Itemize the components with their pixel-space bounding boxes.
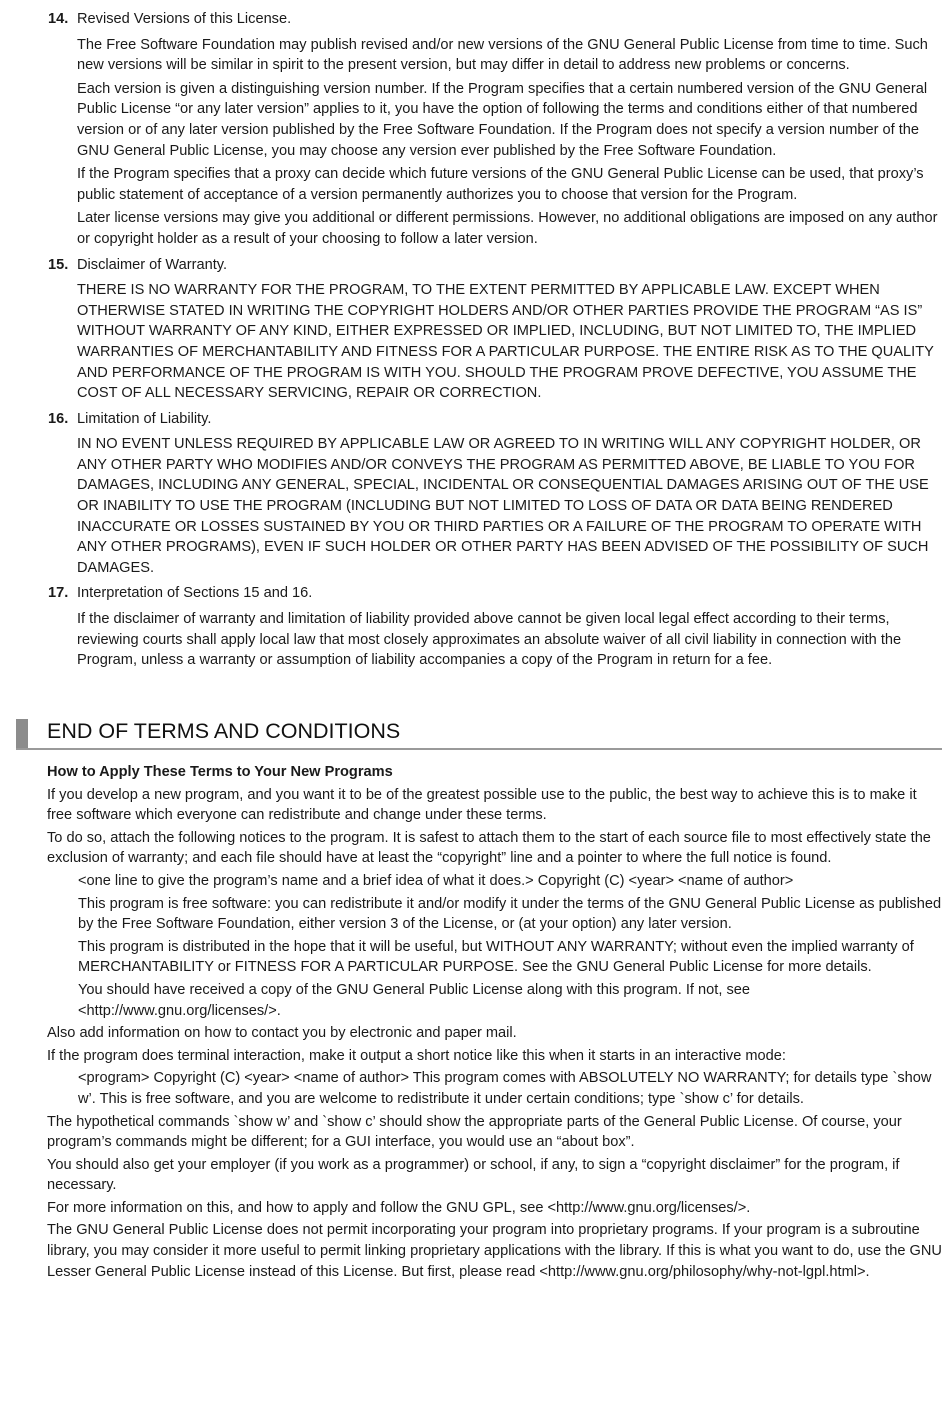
paragraph: The hypothetical commands `show w’ and `show c’ should show the appropriate parts of the General Public License. Of course, your program’s commands might be different; for a GUI interface, you would use an “about box”. — [47, 1113, 902, 1151]
license-sections — [48, 9, 943, 676]
end-of-terms-heading — [16, 716, 942, 750]
paragraph: If the program does terminal interaction, make it output a short notice like this when it starts in an interactive mode: — [47, 1047, 786, 1064]
paragraph: The GNU General Public License does not permit incorporating your program into proprietary programs. If your program is a subroutine library, you may consider it more useful to permit linking proprietary applications with the library. If this is what you want to do, use the GNU Lesser General Public License instead of this License. But first, please read <http://www.gnu.org/philosophy/why-not-lgpl.html>. — [47, 1222, 942, 1280]
notice-paragraph: You should have received a copy of the GNU General Public License along with this program. If not, see <http://www.gnu.org/licenses/>. — [78, 981, 750, 1019]
paragraph: You should also get your employer (if you work as a programmer) or school, if any, to sign a “copyright disclaimer” for the program, if necessary. — [47, 1156, 900, 1194]
section-body — [77, 255, 943, 407]
heading-accent-bar — [16, 719, 28, 748]
section-15 — [48, 255, 943, 407]
notice-paragraph: This program is free software: you can redistribute it and/or modify it under the terms of the GNU General Public License as published by the Free Software Foundation, either version 3 of the License, or (at your option) any later version. — [78, 895, 942, 933]
section-body — [77, 583, 943, 673]
section-number: 14. — [48, 11, 69, 27]
notice-paragraph: This program is distributed in the hope that it will be useful, but WITHOUT ANY WARRANTY; without even the implied warranty of MERCHANTABILITY or FITNESS FOR A PARTICULAR PURPOSE. See the GNU General Public License for more details. — [78, 938, 914, 976]
section-14 — [48, 9, 943, 253]
section-16 — [48, 409, 943, 582]
section-number: 17. — [48, 585, 69, 602]
paragraph: Each version is given a distinguishing version number. If the Program specifies that a certain numbered version of the GNU General Public License “or any later version” applies to it, you have the option of following the terms and conditions either of that numbered version or of any later version published by the Free Software Foundation. If the Program does not specify a version number of the GNU General Public License, you may choose any version ever published by the Free Software Foundation. — [77, 80, 928, 159]
notice-paragraph: <program> Copyright (C) <year> <name of author> This program comes with ABSOLUTELY NO WARRANTY; for details type `show w’. This is free software, and you are welcome to redistribute it under certain conditions; type `show c’ for details. — [78, 1070, 932, 1107]
section-body — [77, 9, 943, 253]
section-title: Disclaimer of Warranty. — [77, 256, 228, 273]
paragraph: IN NO EVENT UNLESS REQUIRED BY APPLICABLE LAW OR AGREED TO IN WRITING WILL ANY COPYRIGHT HOLDER, OR ANY OTHER PARTY WHO MODIFIES AND/OR CONVEYS THE PROGRAM AS PERMITTED ABOVE, BE LIABLE TO YOU FOR DAMAGES, INCLUDING ANY GENERAL, SPECIAL, INCIDENTAL OR CONSEQUENTIAL DAMAGES ARISING OUT OF THE USE OR INABILITY TO USE THE PROGRAM (INCLUDING BUT NOT LIMITED TO LOSS OF DATA OR DATA BEING RENDERED INACCURATE OR LOSSES SUSTAINED BY YOU OR THIRD PARTIES OR A FAILURE OF THE PROGRAM TO OPERATE WITH ANY OTHER PROGRAMS), EVEN IF SUCH HOLDER OR OTHER PARTY HAS BEEN ADVISED OF THE POSSIBILITY OF SUCH DAMAGES. — [77, 436, 929, 576]
paragraph: If the Program specifies that a proxy can decide which future versions of the GNU General Public License can be used, that proxy’s public statement of acceptance of a version permanently authorizes you to choose that version for the Program. — [77, 166, 924, 203]
how-to-apply-title: How to Apply These Terms to Your New Programs — [47, 764, 393, 780]
how-to-apply-section — [47, 762, 943, 1284]
section-17 — [48, 583, 943, 673]
paragraph: Also add information on how to contact you by electronic and paper mail. — [47, 1025, 517, 1042]
section-number: 15. — [48, 256, 69, 273]
paragraph: If you develop a new program, and you want it to be of the greatest possible use to the public, the best way to achieve this is to make it free software which everyone can redistribute and change under these terms. — [47, 786, 917, 824]
paragraph: THERE IS NO WARRANTY FOR THE PROGRAM, TO THE EXTENT PERMITTED BY APPLICABLE LAW. EXCEPT WHEN OTHERWISE STATED IN WRITING THE COPYRIGHT HOLDERS AND/OR OTHER PARTIES PROVIDE THE PROGRAM “AS IS” WITHOUT WARRANTY OF ANY KIND, EITHER EXPRESSED OR IMPLIED, INCLUDING, BUT NOT LIMITED TO, THE IMPLIED WARRANTIES OF MERCHANTABILITY AND FITNESS FOR A PARTICULAR PURPOSE. THE ENTIRE RISK AS TO THE QUALITY AND PERFORMANCE OF THE PROGRAM IS WITH YOU. SHOULD THE PROGRAM PROVE DEFECTIVE, YOU ASSUME THE COST OF ALL NECESSARY SERVICING, REPAIR OR CORRECTION. — [77, 282, 934, 402]
paragraph: For more information on this, and how to apply and follow the GNU GPL, see <http://www.gnu.org/licenses/>. — [47, 1199, 751, 1216]
section-number: 16. — [48, 410, 69, 427]
paragraph: To do so, attach the following notices to the program. It is safest to attach them to the start of each source file to most effectively state the exclusion of warranty; and each file should have at least the “copyright” line and a pointer to where the full notice is found. — [47, 829, 931, 867]
section-title: Limitation of Liability. — [77, 410, 212, 427]
paragraph: Later license versions may give you additional or different permissions. However, no additional obligations are imposed on any author or copyright holder as a result of your choosing to follow a later version. — [77, 210, 938, 247]
paragraph: If the disclaimer of warranty and limitation of liability provided above cannot be given local legal effect according to their terms, reviewing courts shall apply local law that most closely approximates an absolute waiver of all civil liability in connection with the Program, unless a warranty or assumption of liability accompanies a copy of the Program in return for a fee. — [77, 611, 902, 669]
notice-paragraph: <one line to give the program’s name and a brief idea of what it does.> Copyright (C) <year> <name of author> — [78, 872, 794, 889]
section-body — [77, 409, 943, 582]
paragraph: The Free Software Foundation may publish revised and/or new versions of the GNU General Public License from time to time. Such new versions will be similar in spirit to the present version, but may differ in detail to address new problems or concerns. — [77, 36, 928, 74]
heading-text: END OF TERMS AND CONDITIONS — [47, 719, 401, 743]
section-title: Revised Versions of this License. — [77, 11, 292, 27]
section-title: Interpretation of Sections 15 and 16. — [77, 585, 313, 602]
